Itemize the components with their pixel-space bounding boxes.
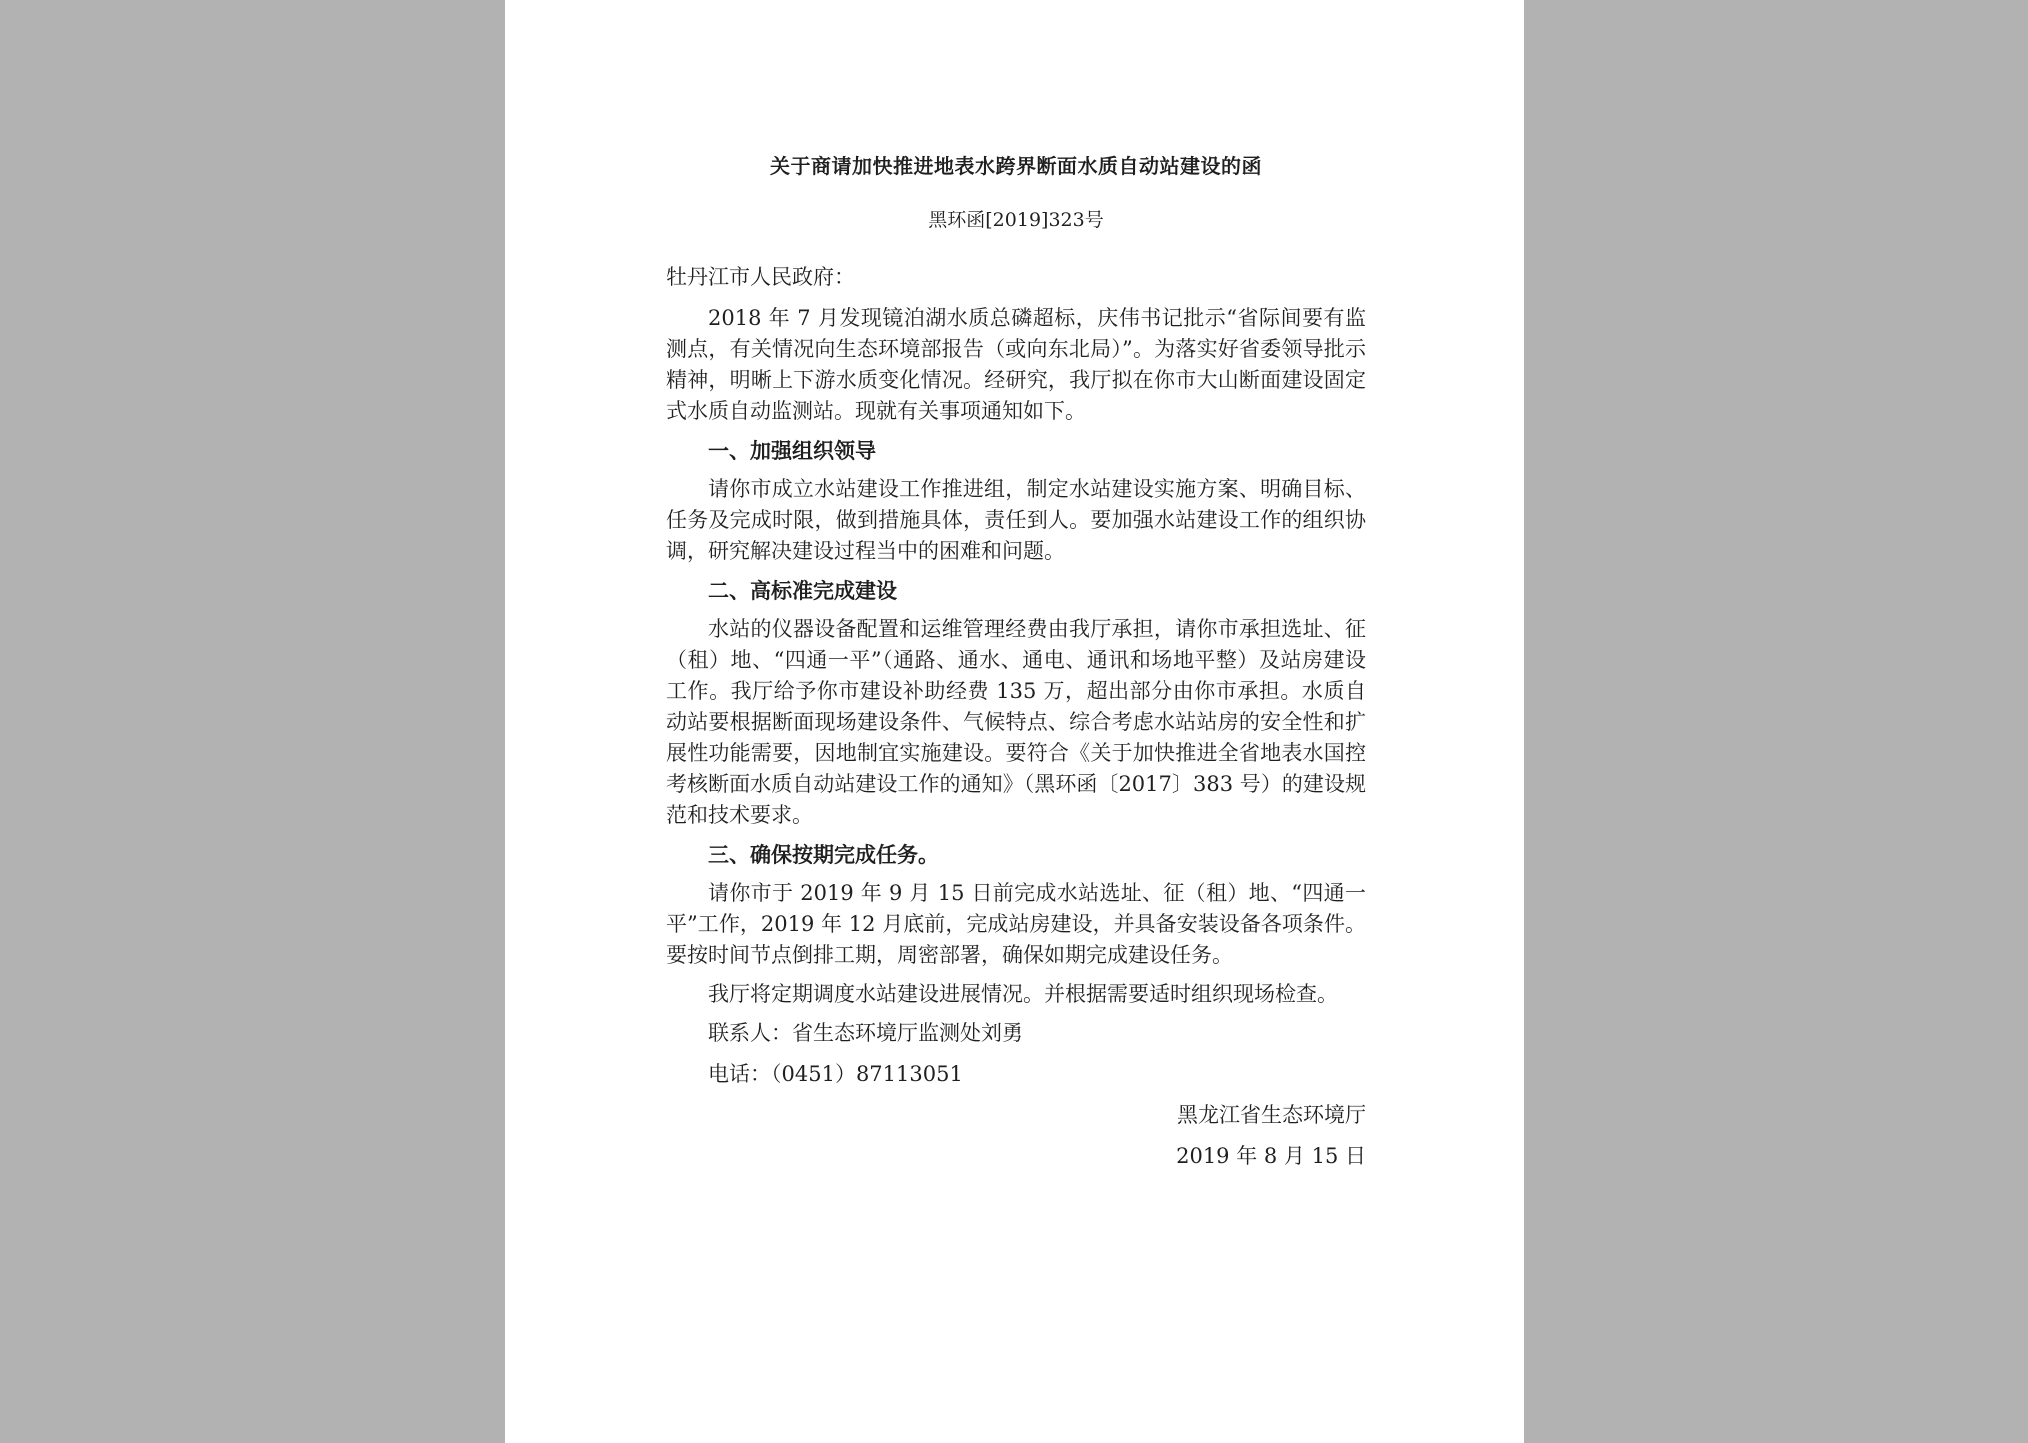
intro-paragraph: 2018 年 7 月发现镜泊湖水质总磷超标，庆伟书记批示“省际间要有监测点，有关情况向生态环境部报告（或向东北局）”。为落实好省委领导批示精神，明晰上下游水质变化情况。经研究，我厅拟在你市大山断面建设固定式水质自动监测站。现就有关事项通知如下。	[666, 306, 1366, 423]
section-heading: 二、高标准完成建设	[708, 578, 897, 603]
contact-phone: 电话：（0451）87113051	[708, 1062, 963, 1086]
closing-paragraph: 我厅将定期调度水站建设进展情况。并根据需要适时组织现场检查。	[708, 982, 1338, 1006]
issuer-signature: 黑龙江省生态环境厅	[1177, 1103, 1366, 1127]
section-paragraph: 水站的仪器设备配置和运维管理经费由我厅承担，请你市承担选址、征（租）地、“四通一平”（通路、通水、通电、通讯和场地平整）及站房建设工作。我厅给予你市建设补助经费 135 万，超出部分由你市承担。水质自动站要根据断面现场建设条件、气候特点、综合考虑水站站房的安全性和扩展性功能需要，因地制宜实施建设。要符合《关于加快推进全省地表水国控考核断面水质自动站建设工作的通知》（黑环函〔2017〕383 号）的建设规范和技术要求。	[666, 617, 1366, 827]
section-paragraph: 请你市成立水站建设工作推进组，制定水站建设实施方案、明确目标、任务及完成时限，做到措施具体，责任到人。要加强水站建设工作的组织协调，研究解决建设过程当中的困难和问题。	[666, 477, 1366, 563]
document-title: 关于商请加快推进地表水跨界断面水质自动站建设的函	[770, 154, 1262, 178]
section-heading: 一、加强组织领导	[708, 438, 876, 463]
section-heading: 三、确保按期完成任务。	[708, 842, 939, 867]
issue-date: 2019 年 8 月 15 日	[1176, 1144, 1366, 1168]
document-page	[505, 0, 1524, 1443]
section-paragraph: 请你市于 2019 年 9 月 15 日前完成水站选址、征（租）地、“四通一平”工作，2019 年 12 月底前，完成站房建设，并具备安装设备各项条件。要按时间节点倒排工期，周密部署，确保如期完成建设任务。	[666, 881, 1366, 967]
addressee: 牡丹江市人民政府：	[666, 265, 855, 289]
contact-person: 联系人：省生态环境厅监测处刘勇	[708, 1021, 1023, 1045]
document-number: 黑环函[2019]323号	[928, 209, 1104, 231]
document-body	[666, 262, 1366, 1182]
